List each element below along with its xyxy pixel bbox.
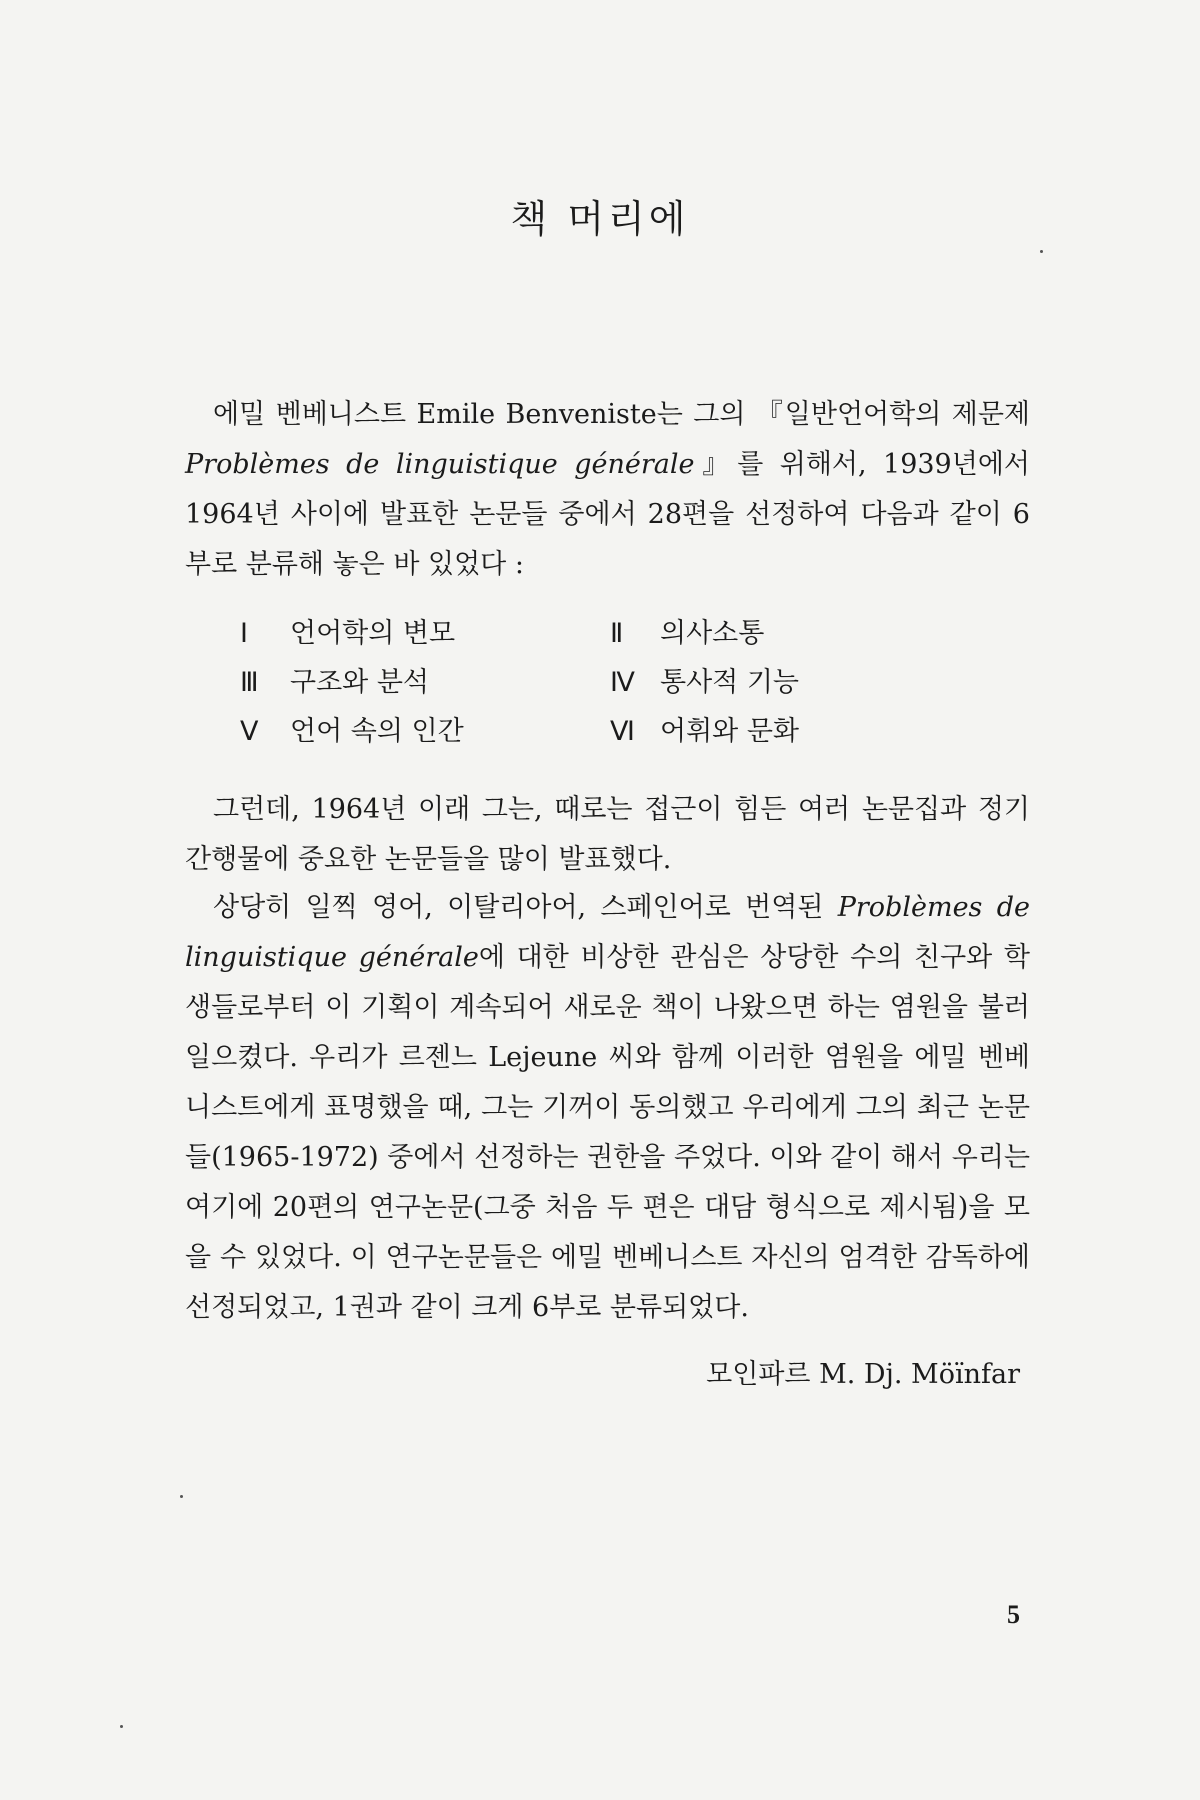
part-label: 의사소통	[660, 618, 765, 649]
intro-text-end: 』를 위해서, 1939년에서 1964년 사이에 발표한 논문들 중에서 28편을 선정하여 다음과 같이 6부로 분류해 놓은 바 있었다 :	[185, 449, 1030, 580]
author-signature: 모인파르 M. Dj. Möïnfar	[706, 1359, 1020, 1390]
part-label: 어휘와 문화	[660, 716, 799, 747]
parts-list	[240, 610, 960, 755]
part-label: 구조와 분석	[290, 667, 429, 698]
third-text-start: 상당히 일찍 영어, 이탈리아어, 스페인어로 번역된	[213, 892, 838, 923]
parts-list-item	[610, 610, 960, 657]
part-label: 통사적 기능	[660, 667, 799, 698]
part-number: Ⅲ	[240, 667, 259, 697]
part-number: Ⅱ	[610, 618, 624, 648]
part-number: Ⅵ	[610, 716, 635, 746]
third-paragraph	[185, 883, 1030, 1333]
parts-list-item	[240, 610, 610, 657]
scan-speck	[180, 1495, 183, 1498]
second-paragraph: 그런데, 1964년 이래 그는, 때로는 접근이 힘든 여러 논문집과 정기 간행물에 중요한 논문들을 많이 발표했다.	[185, 794, 1030, 875]
scan-speck	[120, 1725, 123, 1728]
part-number: Ⅴ	[240, 716, 259, 746]
page-number: 5	[1007, 1600, 1020, 1629]
parts-list-item	[240, 708, 610, 755]
third-book-title: Problèmes de linguistique générale	[185, 892, 1030, 973]
part-number: Ⅳ	[610, 667, 635, 697]
intro-paragraph	[185, 390, 1030, 590]
parts-list-item	[610, 708, 960, 755]
intro-text-start: 에밀 벤베니스트 Emile Benveniste는 그의 『일반언어학의 제문제	[213, 399, 1030, 430]
part-label: 언어 속의 인간	[290, 716, 464, 747]
parts-list-item	[610, 659, 960, 706]
part-label: 언어학의 변모	[290, 618, 456, 649]
scan-speck	[1040, 250, 1043, 253]
page-title: 책 머리에	[510, 197, 690, 241]
part-number: Ⅰ	[240, 618, 248, 648]
parts-list-item	[240, 659, 610, 706]
intro-book-title: Problèmes de linguistique générale	[185, 449, 695, 480]
third-text-end: 에 대한 비상한 관심은 상당한 수의 친구와 학생들로부터 이 기획이 계속되어 새로운 책이 나왔으면 하는 염원을 불러일으켰다. 우리가 르젠느 Lejeune 씨와 함께 이러한 염원을 에밀 벤베니스트에게 표명했을 때, 그는 기꺼이 동의했고 우리에게 그의 최근 논문들(1965-1972) 중에서 선정하는 권한을 주었다. 이와 같이 해서 우리는 여기에 20편의 연구논문(그중 처음 두 편은 대담 형식으로 제시됨)을 모을 수 있었다. 이 연구논문들은 에밀 벤베니스트 자신의 엄격한 감독하에 선정되었고, 1권과 같이 크게 6부로 분류되었다.	[185, 942, 1030, 1323]
